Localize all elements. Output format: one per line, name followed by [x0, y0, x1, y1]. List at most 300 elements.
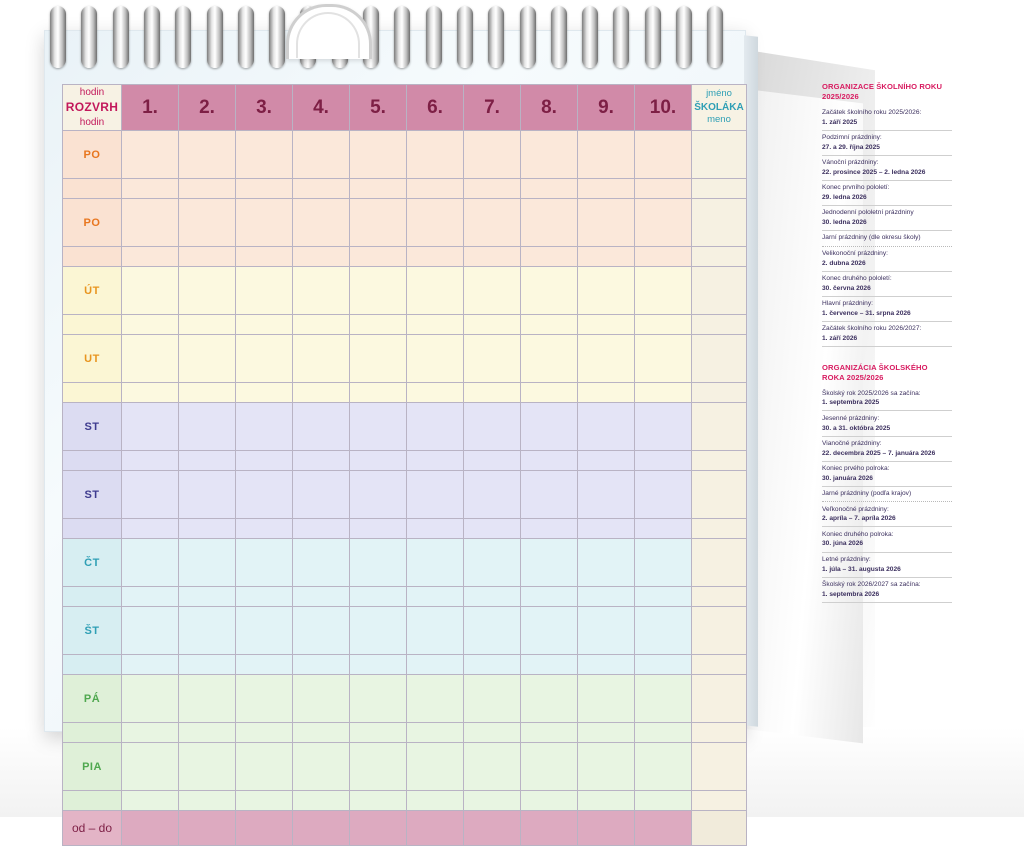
timetable-cell[interactable]	[464, 471, 521, 519]
timetable-cell[interactable]	[179, 743, 236, 791]
timetable-cell[interactable]	[293, 451, 350, 471]
info-cz-item	[822, 131, 952, 156]
table-row	[63, 335, 747, 383]
timetable-cell[interactable]	[635, 451, 692, 471]
timetable-cell[interactable]	[122, 587, 179, 607]
timetable-cell[interactable]	[635, 539, 692, 587]
timetable-cell[interactable]	[521, 587, 578, 607]
timetable-cell[interactable]	[578, 791, 635, 811]
timetable-cell[interactable]	[236, 607, 293, 655]
timetable-cell[interactable]	[578, 267, 635, 315]
timetable-cell[interactable]	[635, 199, 692, 247]
info-cz-item-label: Velikonoční prázdniny:	[822, 250, 888, 258]
info-cz-item-value: 1. července – 31. srpna 2026	[822, 309, 911, 317]
timetable-cell[interactable]	[350, 471, 407, 519]
timetable-cell[interactable]	[521, 743, 578, 791]
timetable-cell[interactable]	[521, 403, 578, 451]
info-cz-item	[822, 247, 952, 272]
timetable-cell[interactable]	[236, 383, 293, 403]
day-label-spacer	[63, 587, 122, 607]
timetable-cell[interactable]	[578, 335, 635, 383]
timetable-cell[interactable]	[464, 403, 521, 451]
timetable-cell[interactable]	[350, 675, 407, 723]
timetable-cell[interactable]	[293, 199, 350, 247]
timetable-cell[interactable]	[293, 675, 350, 723]
name-cell[interactable]	[692, 655, 747, 675]
timetable-cell[interactable]	[635, 655, 692, 675]
timetable-cell[interactable]	[407, 451, 464, 471]
info-sk-item-value: 30. a 31. októbra 2025	[822, 424, 891, 432]
info-cz-item	[822, 156, 952, 181]
timetable-cell[interactable]	[578, 199, 635, 247]
timetable-cell[interactable]	[635, 179, 692, 199]
header-day-column	[63, 85, 122, 131]
timetable-cell[interactable]	[635, 315, 692, 335]
timetable-cell[interactable]	[236, 723, 293, 743]
timetable-cell[interactable]	[179, 519, 236, 539]
timetable-cell[interactable]	[635, 335, 692, 383]
timetable-cell[interactable]	[179, 403, 236, 451]
timetable-cell[interactable]	[293, 383, 350, 403]
timetable-cell[interactable]	[293, 743, 350, 791]
timetable-cell[interactable]	[122, 743, 179, 791]
name-cell[interactable]	[692, 267, 747, 315]
timetable-cell[interactable]	[293, 723, 350, 743]
timetable-cell[interactable]	[464, 383, 521, 403]
timetable-cell[interactable]	[578, 675, 635, 723]
timetable-cell[interactable]	[179, 675, 236, 723]
timetable-cell[interactable]	[122, 179, 179, 199]
timetable-cell[interactable]	[179, 471, 236, 519]
timetable-cell[interactable]	[635, 247, 692, 267]
timetable-cell[interactable]	[407, 335, 464, 383]
timetable-cell[interactable]	[578, 587, 635, 607]
spiral-binding	[44, 6, 744, 72]
timetable-cell[interactable]	[635, 587, 692, 607]
table-subrow	[63, 383, 747, 403]
name-cell[interactable]	[692, 179, 747, 199]
timetable-cell[interactable]	[407, 179, 464, 199]
info-sk-item-value: 2. apríla – 7. apríla 2026	[822, 515, 896, 523]
name-cell[interactable]	[692, 335, 747, 383]
timetable-cell[interactable]	[122, 131, 179, 179]
spiral-ring	[175, 6, 191, 68]
name-cell[interactable]	[692, 383, 747, 403]
name-cell[interactable]	[692, 723, 747, 743]
timetable-cell[interactable]	[236, 655, 293, 675]
timetable-cell[interactable]	[521, 335, 578, 383]
name-cell[interactable]	[692, 791, 747, 811]
info-sk-item-value: 30. júna 2026	[822, 540, 864, 548]
info-cz-item	[822, 272, 952, 297]
timetable-cell[interactable]	[293, 335, 350, 383]
timetable-cell[interactable]	[179, 607, 236, 655]
timetable-cell[interactable]	[464, 451, 521, 471]
timetable-cell[interactable]	[179, 199, 236, 247]
timetable-cell[interactable]	[236, 743, 293, 791]
timetable-cell[interactable]	[578, 743, 635, 791]
timetable-cell[interactable]	[578, 315, 635, 335]
table-row	[63, 267, 747, 315]
timetable-cell[interactable]	[236, 267, 293, 315]
timetable-cell[interactable]	[350, 655, 407, 675]
footer-time-cell[interactable]	[578, 811, 635, 846]
timetable-cell[interactable]	[179, 131, 236, 179]
timetable-cell[interactable]	[464, 723, 521, 743]
timetable-cell[interactable]	[521, 539, 578, 587]
info-cz-item-label: Jarní prázdniny (dle okresu školy)	[822, 234, 921, 242]
timetable-cell[interactable]	[122, 451, 179, 471]
timetable-cell[interactable]	[179, 539, 236, 587]
footer-time-cell[interactable]	[521, 811, 578, 846]
timetable-cell[interactable]	[521, 131, 578, 179]
spiral-ring	[613, 6, 629, 68]
spiral-ring	[207, 6, 223, 68]
table-row	[63, 675, 747, 723]
table-subrow	[63, 587, 747, 607]
timetable-cell[interactable]	[521, 607, 578, 655]
timetable-cell[interactable]	[578, 179, 635, 199]
timetable-cell[interactable]	[350, 179, 407, 199]
timetable-cell[interactable]	[293, 131, 350, 179]
timetable-cell[interactable]	[521, 723, 578, 743]
timetable-cell[interactable]	[635, 471, 692, 519]
day-label-tue-cz: ÚT	[63, 267, 122, 315]
timetable-cell[interactable]	[635, 743, 692, 791]
timetable-cell[interactable]	[578, 607, 635, 655]
timetable-cell[interactable]	[350, 519, 407, 539]
timetable-cell[interactable]	[578, 383, 635, 403]
timetable-cell[interactable]	[407, 587, 464, 607]
timetable-cell[interactable]	[407, 607, 464, 655]
timetable-cell[interactable]	[179, 335, 236, 383]
info-sk-item	[822, 411, 952, 436]
timetable-cell[interactable]	[122, 315, 179, 335]
header-rozvrh: ROZVRH	[65, 100, 119, 115]
name-cell[interactable]	[692, 607, 747, 655]
timetable-cell[interactable]	[464, 267, 521, 315]
timetable-cell[interactable]	[578, 655, 635, 675]
info-sk-item-label: Vianočné prázdniny:	[822, 440, 882, 448]
name-cell[interactable]	[692, 199, 747, 247]
timetable-cell[interactable]	[635, 675, 692, 723]
timetable-cell[interactable]	[122, 675, 179, 723]
info-cz-item-value: 22. prosince 2025 – 2. ledna 2026	[822, 168, 926, 176]
timetable-cell[interactable]	[407, 539, 464, 587]
day-label-spacer	[63, 519, 122, 539]
timetable-cell[interactable]	[236, 247, 293, 267]
timetable-cell[interactable]	[122, 539, 179, 587]
footer-time-cell[interactable]	[635, 811, 692, 846]
timetable-cell[interactable]	[407, 199, 464, 247]
timetable-cell[interactable]	[236, 131, 293, 179]
timetable-cell[interactable]	[122, 335, 179, 383]
timetable-cell[interactable]	[350, 451, 407, 471]
day-label-wed-cz: ST	[63, 403, 122, 451]
timetable-cell[interactable]	[236, 315, 293, 335]
timetable-cell[interactable]	[350, 199, 407, 247]
timetable-cell[interactable]	[464, 539, 521, 587]
day-label-spacer	[63, 383, 122, 403]
info-cz-item-value: 1. září 2025	[822, 118, 858, 126]
info-cz-item	[822, 206, 952, 231]
timetable-cell[interactable]	[350, 315, 407, 335]
table-subrow	[63, 519, 747, 539]
timetable-cell[interactable]	[293, 539, 350, 587]
name-cell[interactable]	[692, 403, 747, 451]
timetable-cell[interactable]	[236, 335, 293, 383]
timetable-cell[interactable]	[236, 199, 293, 247]
timetable-cell[interactable]	[464, 791, 521, 811]
name-cell[interactable]	[692, 539, 747, 587]
timetable-cell[interactable]	[407, 791, 464, 811]
timetable-cell[interactable]	[407, 383, 464, 403]
timetable-cell[interactable]	[236, 587, 293, 607]
timetable-cell[interactable]	[293, 655, 350, 675]
timetable-cell[interactable]	[350, 335, 407, 383]
timetable-cell[interactable]	[293, 607, 350, 655]
spiral-ring	[394, 6, 410, 68]
name-cell[interactable]	[692, 451, 747, 471]
spiral-ring	[520, 6, 536, 68]
table-row	[63, 199, 747, 247]
timetable-cell[interactable]	[407, 655, 464, 675]
footer-time-cell[interactable]	[407, 811, 464, 846]
day-label-wed-sk: ST	[63, 471, 122, 519]
info-sk-item-label: Koniec druhého polroka:	[822, 530, 894, 538]
timetable-cell[interactable]	[521, 451, 578, 471]
timetable-cell[interactable]	[350, 267, 407, 315]
table-subrow	[63, 451, 747, 471]
info-sk-item	[822, 386, 952, 411]
name-cell[interactable]	[692, 247, 747, 267]
table-subrow	[63, 247, 747, 267]
footer-time-cell[interactable]	[464, 811, 521, 846]
timetable-cell[interactable]	[293, 403, 350, 451]
timetable-cell[interactable]	[350, 607, 407, 655]
timetable-cell[interactable]	[464, 247, 521, 267]
day-label-tue-sk: UT	[63, 335, 122, 383]
info-sk-item-value: 30. januára 2026	[822, 474, 873, 482]
timetable-cell[interactable]	[407, 519, 464, 539]
timetable-cell[interactable]	[521, 471, 578, 519]
timetable-cell[interactable]	[521, 519, 578, 539]
info-cz-item-value: 30. června 2026	[822, 284, 871, 292]
timetable-cell[interactable]	[293, 179, 350, 199]
timetable-cell[interactable]	[578, 519, 635, 539]
timetable-cell[interactable]	[350, 587, 407, 607]
timetable-cell[interactable]	[179, 315, 236, 335]
info-cz-item-label: Konec prvního pololetí:	[822, 184, 890, 192]
timetable-cell[interactable]	[635, 723, 692, 743]
footer-time-range-label: od – do	[63, 811, 122, 846]
footer-time-cell[interactable]	[122, 811, 179, 846]
timetable-cell[interactable]	[464, 607, 521, 655]
timetable-cell[interactable]	[407, 723, 464, 743]
timetable-cell[interactable]	[236, 451, 293, 471]
name-cell[interactable]	[692, 675, 747, 723]
timetable-cell[interactable]	[407, 743, 464, 791]
info-panel	[822, 82, 952, 603]
timetable-cell[interactable]	[122, 471, 179, 519]
timetable-cell[interactable]	[179, 383, 236, 403]
name-cell[interactable]	[692, 743, 747, 791]
name-cell[interactable]	[692, 471, 747, 519]
timetable-cell[interactable]	[464, 675, 521, 723]
timetable-cell[interactable]	[179, 247, 236, 267]
timetable-cell[interactable]	[521, 247, 578, 267]
info-panel-gap	[822, 347, 952, 363]
timetable-cell[interactable]	[122, 791, 179, 811]
timetable-cell[interactable]	[236, 791, 293, 811]
timetable-cell[interactable]	[464, 587, 521, 607]
timetable-cell[interactable]	[236, 675, 293, 723]
timetable-cell[interactable]	[407, 247, 464, 267]
timetable-cell[interactable]	[407, 315, 464, 335]
header-lesson-2: 2.	[179, 85, 236, 131]
day-label-fri-sk: PIA	[63, 743, 122, 791]
header-skolaka: ŠKOLÁKA	[694, 101, 744, 113]
timetable-cell[interactable]	[635, 131, 692, 179]
timetable-cell[interactable]	[122, 403, 179, 451]
timetable-cell[interactable]	[350, 791, 407, 811]
info-sk-item	[822, 578, 952, 603]
timetable-cell[interactable]	[407, 131, 464, 179]
timetable-cell[interactable]	[578, 723, 635, 743]
name-cell[interactable]	[692, 519, 747, 539]
timetable-cell[interactable]	[293, 519, 350, 539]
timetable-cell[interactable]	[350, 131, 407, 179]
timetable-cell[interactable]	[464, 655, 521, 675]
timetable-cell[interactable]	[350, 539, 407, 587]
info-sk-item	[822, 487, 952, 503]
table-row	[63, 539, 747, 587]
timetable-cell[interactable]	[521, 655, 578, 675]
timetable-cell[interactable]	[521, 675, 578, 723]
timetable-cell[interactable]	[179, 451, 236, 471]
timetable-cell[interactable]	[293, 471, 350, 519]
info-sk-item-label: Letné prázdniny:	[822, 556, 871, 563]
footer-time-cell[interactable]	[236, 811, 293, 846]
timetable-cell[interactable]	[635, 403, 692, 451]
timetable-cell[interactable]	[122, 607, 179, 655]
timetable-cell[interactable]	[236, 403, 293, 451]
info-sk-item-value: 1. septembra 2026	[822, 590, 880, 598]
timetable-cell[interactable]	[464, 315, 521, 335]
header-lesson-4: 4.	[293, 85, 350, 131]
timetable-cell[interactable]	[293, 247, 350, 267]
timetable-cell[interactable]	[407, 471, 464, 519]
footer-time-cell[interactable]	[293, 811, 350, 846]
timetable-cell[interactable]	[635, 519, 692, 539]
timetable-cell[interactable]	[122, 723, 179, 743]
timetable-cell[interactable]	[635, 791, 692, 811]
timetable-cell[interactable]	[635, 383, 692, 403]
info-cz-item-label: Začátek školního roku 2025/2026:	[822, 109, 922, 116]
timetable-cell[interactable]	[122, 519, 179, 539]
timetable-cell[interactable]	[179, 587, 236, 607]
timetable-cell[interactable]	[578, 451, 635, 471]
timetable-cell[interactable]	[179, 267, 236, 315]
timetable-cell[interactable]	[578, 471, 635, 519]
timetable-cell[interactable]	[464, 335, 521, 383]
timetable-cell[interactable]	[236, 179, 293, 199]
timetable-cell[interactable]	[236, 471, 293, 519]
timetable-cell[interactable]	[521, 383, 578, 403]
timetable-cell[interactable]	[407, 267, 464, 315]
timetable-cell[interactable]	[122, 199, 179, 247]
name-cell[interactable]	[692, 131, 747, 179]
info-sk-item	[822, 437, 952, 462]
timetable-cell[interactable]	[122, 247, 179, 267]
timetable-cell[interactable]	[464, 131, 521, 179]
timetable-cell[interactable]	[521, 315, 578, 335]
timetable-cell[interactable]	[578, 403, 635, 451]
timetable-cell[interactable]	[464, 743, 521, 791]
timetable-cell[interactable]	[464, 179, 521, 199]
timetable-cell[interactable]	[350, 723, 407, 743]
name-cell[interactable]	[692, 315, 747, 335]
name-cell[interactable]	[692, 587, 747, 607]
timetable-cell[interactable]	[521, 199, 578, 247]
timetable-cell[interactable]	[635, 607, 692, 655]
timetable-cell[interactable]	[407, 403, 464, 451]
timetable-cell[interactable]	[350, 403, 407, 451]
info-cz-item	[822, 297, 952, 322]
table-row	[63, 403, 747, 451]
spiral-ring	[457, 6, 473, 68]
header-lesson-7: 7.	[464, 85, 521, 131]
timetable-cell[interactable]	[521, 791, 578, 811]
footer-time-cell[interactable]	[350, 811, 407, 846]
timetable-cell[interactable]	[521, 179, 578, 199]
timetable-cell[interactable]	[578, 539, 635, 587]
spiral-ring	[488, 6, 504, 68]
timetable-cell[interactable]	[464, 199, 521, 247]
timetable-cell[interactable]	[293, 315, 350, 335]
timetable-cell[interactable]	[350, 247, 407, 267]
timetable-cell[interactable]	[350, 383, 407, 403]
timetable-cell[interactable]	[293, 791, 350, 811]
timetable-cell[interactable]	[407, 675, 464, 723]
spiral-ring	[113, 6, 129, 68]
timetable-cell[interactable]	[293, 587, 350, 607]
spiral-ring	[144, 6, 160, 68]
timetable-cell[interactable]	[578, 247, 635, 267]
timetable-cell[interactable]	[179, 655, 236, 675]
header-hodin-bottom: hodin	[79, 116, 105, 128]
timetable-cell[interactable]	[179, 791, 236, 811]
timetable-grid	[62, 84, 747, 846]
timetable-cell[interactable]	[122, 383, 179, 403]
timetable-cell[interactable]	[293, 267, 350, 315]
timetable-cell[interactable]	[521, 267, 578, 315]
timetable-cell[interactable]	[236, 519, 293, 539]
timetable-cell[interactable]	[122, 655, 179, 675]
timetable-cell[interactable]	[236, 539, 293, 587]
footer-time-cell[interactable]	[179, 811, 236, 846]
timetable-cell[interactable]	[122, 267, 179, 315]
table-subrow	[63, 315, 747, 335]
timetable-cell[interactable]	[179, 723, 236, 743]
timetable-cell[interactable]	[635, 267, 692, 315]
timetable-cell[interactable]	[578, 131, 635, 179]
info-sk-title: ORGANIZÁCIA ŠKOLSKÉHO ROKA 2025/2026	[822, 362, 928, 383]
timetable-cell[interactable]	[350, 743, 407, 791]
timetable-cell[interactable]	[464, 519, 521, 539]
day-label-thu-cz: ČT	[63, 539, 122, 587]
timetable-cell[interactable]	[179, 179, 236, 199]
